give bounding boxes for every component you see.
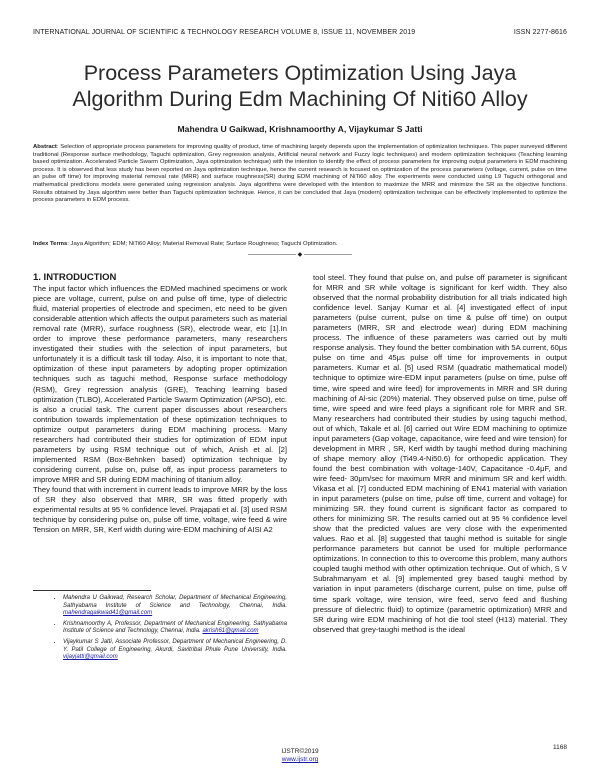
abstract xyxy=(33,144,567,205)
issn: ISSN 2277-8616 xyxy=(513,29,567,36)
footnote-item xyxy=(63,639,287,662)
abstract-label: Abstract xyxy=(33,144,57,150)
journal-name: INTERNATIONAL JOURNAL OF SCIENTIFIC & TECHNOLOGY RESEARCH VOLUME 8, ISSUE 11, NOVEMBER 2019 xyxy=(33,29,416,36)
copyright: IJSTR©2019 xyxy=(281,748,319,755)
running-header xyxy=(33,29,567,36)
title-line-2: Algorithm During Edm Machining Of Niti60 Alloy xyxy=(72,87,528,111)
email-link[interactable]: vijayjatti@gmail.com xyxy=(63,654,118,661)
index-terms-label: Index Terms xyxy=(33,241,68,247)
abstract-text: : Selection of appropriate process parameters for improving quality of product, time of machining largely depends upon the implementation of optimization techniques. This paper surveyed different traditional (Response surface methodology, Taguchi optimization, Grey regression analysis, Artificial neural network and Fuzzy logic techniques) and modern optimization techniques (Teaching learning based optimization. Accelerated Particle Swarm Optimization, Jaya optimization technique) with the intention to identify the effect of process parameters for improving output parameters in EDM machining process. It is observed that less study has been reported on Jaya optimization technique, hence the current research is focused on optimization of the process parameters (voltage, current, pulse on time an pulse off time) for improving material removal rate (MRR) and surface roughness(SR) during EDM machining of NiTi60 alloy. The experiments were conducted using L9 Taguchi orthogonal and mathematical predictions models were generated using regression analysis. Jaya algorithms were developed with the intention to maximize the MRR and minimize the SR as the objective functions. Results obtained by Jaya algorithm were better than Taguchi optimization technique. Hence, it can be concluded that Jaya (modern) optimization technique can be effectively implemented to optimize the process parameters in EDM process. xyxy=(33,144,567,204)
section-divider: ———————— ◆ ———————— xyxy=(248,252,352,258)
left-column xyxy=(33,273,287,535)
title-line-1: Process Parameters Optimization Using Jaya xyxy=(83,61,517,85)
right-column xyxy=(313,273,567,635)
email-link[interactable]: akrish61@gmail.com xyxy=(202,628,259,635)
section-heading: 1. INTRODUCTION xyxy=(33,272,117,283)
footnote-text: Vijaykumar S Jatti, Associate Professor, Department of Mechanical Engineering, D. Y. Patil College of Engineering, Akurdi, Savitribai Phule Pune University, India. xyxy=(63,638,287,653)
paragraph: The input factor which influences the EDMed machined specimens or work piece are voltage, current, pulse on and pulse off time, type of dielectric fluid, material properties of electrode and specimen, etc need to be given considerable attention which affects the output parameters such as material removal rate (MRR), surface roughness (SR), electrode wear, etc [1].In order to improve these performance parameters, many researchers investigated their studies with the selection of input parameters, but unfortunately it is a difficult task till today. Also, it is important to note that, optimization of these input parameters by adopting proper optimization techniques such as taguchi method, Response surface methodology (RSM), Grey regression analysis (GRE), Teaching learning based optimization (TLBO), Accelerated Particle Swarm Optimization (APSO), etc. is also a crucial task. The current paper discusses about researchers contribution towards implementation of these optimization techniques to optimize output parameters during EDM machining process. Many researchers had contributed their studies for optimization of EDM input parameters by using RSM technique out of which, Anish et al. [2] implemented RSM (Box-Behnken based) optimization technique by considering current, pulse on, pulse off, as input process parameters to improve MRR and SR during EDM machining of titanium alloy. xyxy=(33,284,287,484)
paragraph: tool steel. They found that pulse on, and pulse off parameter is significant for MRR and SR while voltage is significant for kerf width. They also observed that the normal probability distribution for all trials indicated high confidence level. Sanjay Kumar et al. [4] investigated effect of input parameters (pulse current, pulse on time & pulse off time) on output parameters (MRR, SR and electrode wear) during EDM machining process. The influence of these parameters was carried out by multi response analysis. They found the better combination with 5A current, 60μs pulse on time and 45μs pulse off time for improvements in output parameters. Kumar et al. [5] used RSM (quadratic mathematical model) technique to optimize wire-EDM input parameters (pulse on time, pulse off time, wire speed and wire feed) for improvements in MRR and SR during machining of Al-sic (20%) material. They observed pulse on time, pulse off time, wire speed and wire feed plays a significant role for MRR and SR. Many researchers had contributed their studies by using taguchi method, out of which, Takale et al. [6] carried out Wire EDM machining to optimize input parameters (Gap voltage, capacitance, wire feed and wire tension) for development in MRR , SR, Kerf width by taughi method during machining of shape memory alloy (Ti49.4-Ni50.6) for orthopedic application. They found the best combination with voltage-140V, Capacitance -0.4μF, and wire feed- 30μm/sec for maximum MRR and minimum SR and kerf width. Vikasa et al. [7] conducted EDM machining of EN41 material with variation in input parameters (pulse on time, pulse off time, current and voltage) for minimizing SR. they found current is significant factor as compared to others for minimizing SR. The results carried out at 95 % confidence level show that the predicted values are very close with the experimented values. Rao et al. [8] suggested that taughi method is suitable for single performance parameters but cannot be used for multiple performance optimizations. In connection to this to overcome this problem, many authors coupled taughi method with other optimization technique. Out of which, S V Subrahmanyam et al. [9] implemented grey based taughi method by variation in input parameters (discharge current, pulse on time, pulse off time spark voltage, wire tension, wire feed, servo feed and flushing pressure of dielectric fluid) to optimize (parametric optimization) MRR and SR during wire EDM machining of hot die tool steel (H13) material. They observed that grey-taughi method is the ideal xyxy=(313,273,567,634)
footnote-text: Krishnamoorthy A, Professor, Department of Mechanical Engineering, Sathyabama Institute of Science and Technology, Chennai, India. xyxy=(63,620,287,635)
index-terms xyxy=(33,241,567,247)
footnote-rule xyxy=(33,590,151,591)
footnote-item xyxy=(63,595,287,618)
paragraph: They found that with increment in current leads to improve MRR by the loss of SR they also observed that MRR, SR was fitted properly with experimental results at 95 % confidence level. Prajapati et al. [3] used RSM technique by considering pulse on, pulse off time, voltage, wire feed & wire Tension on MRR, SR, Kerf width during wire-EDM machining of AISI A2 xyxy=(33,484,287,535)
journal-url-link[interactable]: www.ijstr.org xyxy=(281,756,319,763)
footnote-text: Mahendra U Gaikwad, Research Scholar, Department of Mechanical Engineering, Sathyabama Institute of Science and Technology, Chennai, India. xyxy=(63,595,287,609)
footnote-list xyxy=(33,595,287,662)
paper-title xyxy=(20,60,580,112)
page-number: 1168 xyxy=(553,744,567,751)
email-link[interactable]: mahendragaikwad41@gmail.com xyxy=(63,610,153,617)
author-list: Mahendra U Gaikwad, Krishnamoorthy A, Vijaykumar S Jatti xyxy=(177,124,423,134)
index-terms-text: : Jaya Algorithm; EDM; NiTi60 Alloy; Material Removal Rate; Surface Roughness; Taguchi Optimization. xyxy=(67,241,338,247)
page-footer xyxy=(0,748,600,764)
footnote-item xyxy=(63,621,287,636)
author-footnotes xyxy=(33,590,287,665)
